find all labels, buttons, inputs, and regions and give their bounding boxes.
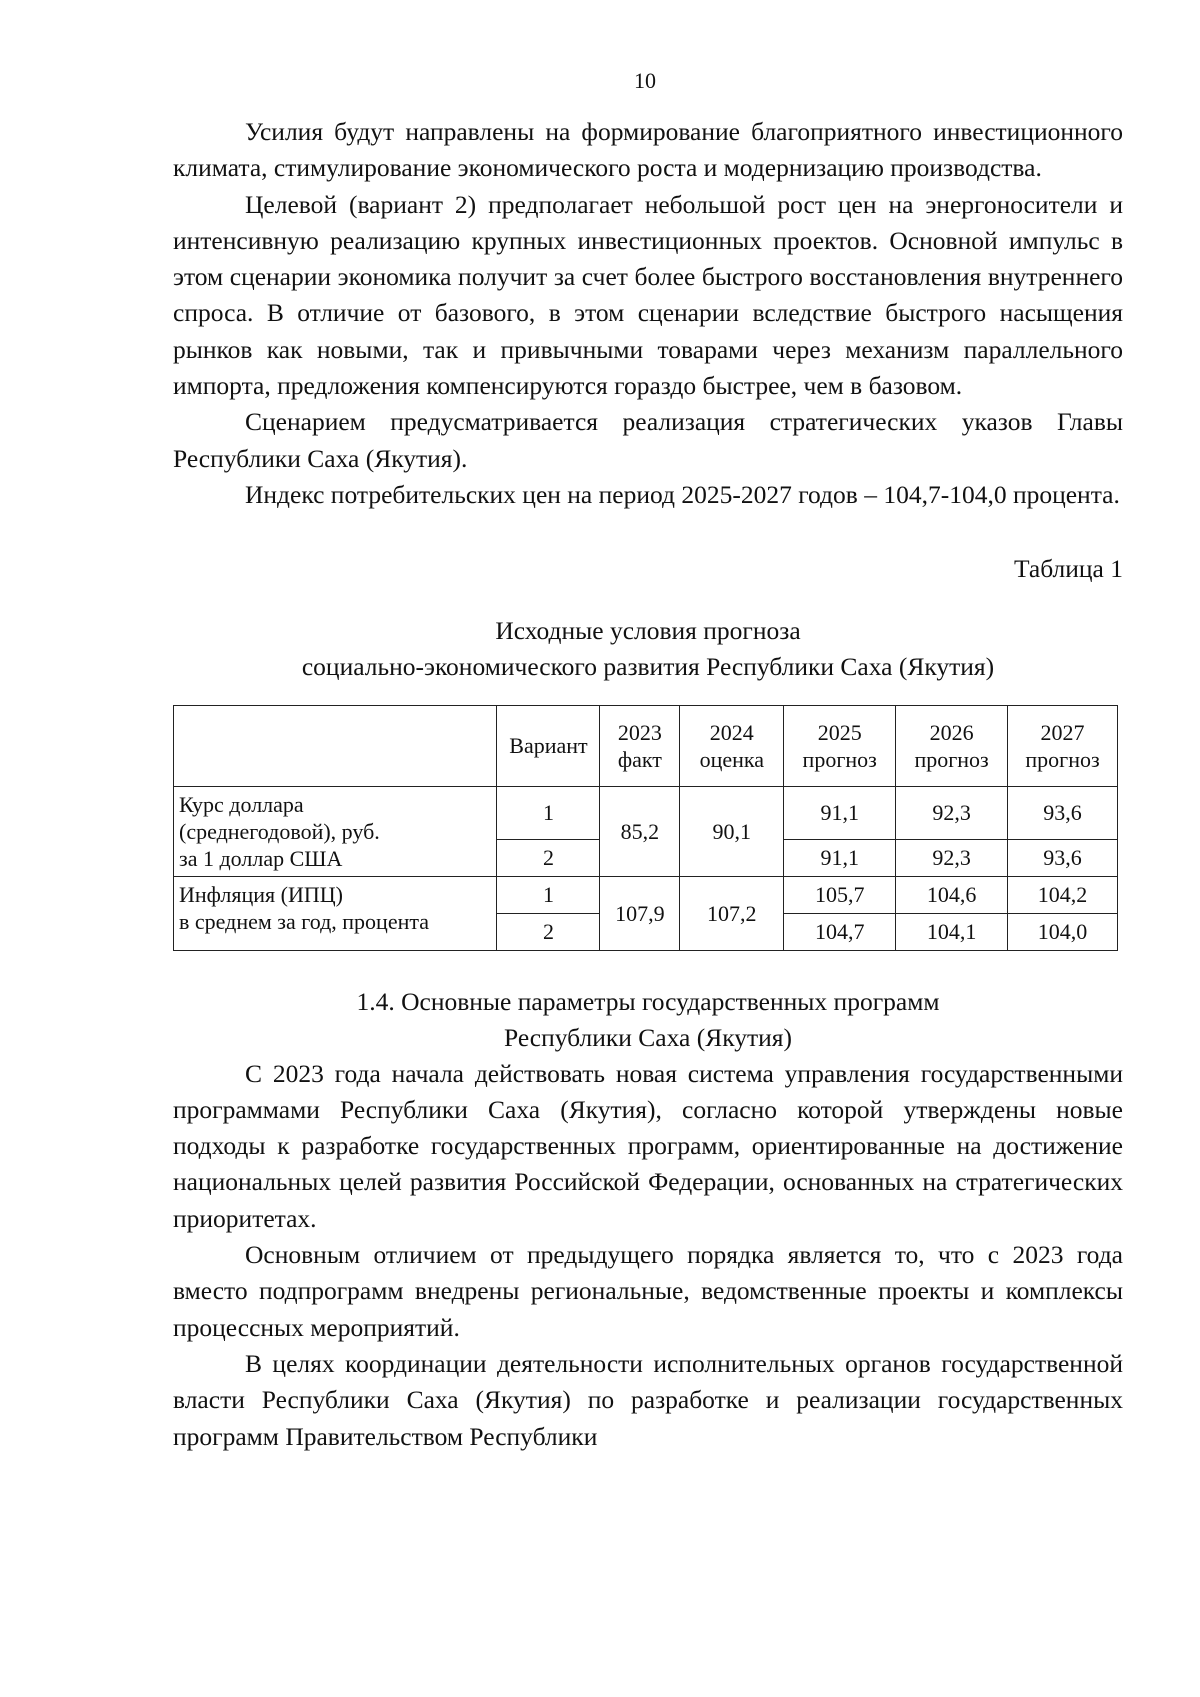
section-heading-line-1: 1.4. Основные параметры государственных программ — [356, 986, 940, 1016]
header-2023: 2023 факт — [600, 705, 680, 786]
cell-2025: 105,7 — [784, 876, 896, 913]
cell-2023: 107,9 — [600, 876, 680, 950]
table-label: Таблица 1 — [1013, 554, 1123, 584]
cell-variant: 1 — [497, 876, 600, 913]
row-label-usd-rate: Курс доллара (среднегодовой), руб. за 1 доллар США — [174, 786, 497, 876]
cell-2024: 90,1 — [680, 786, 784, 876]
section-heading-line-2: Республики Саха (Якутия) — [503, 1022, 793, 1052]
cell-2026: 104,1 — [896, 913, 1008, 950]
table-header-row — [174, 705, 1118, 786]
table-title-line-2: социально-экономического развития Республики Саха (Якутия) — [301, 651, 995, 681]
header-variant: Вариант — [497, 705, 600, 786]
cell-variant: 2 — [497, 839, 600, 876]
forecast-conditions-table — [173, 705, 1118, 951]
paragraph-new-system: С 2023 года начала действовать новая система управления государственными программами Республики Саха (Якутия), согласно которой утверждены новые подходы к разработке государственных программ, ориентированные на достижение национальных целей развития Российской Федерации, основанных на стратегических приоритетах. — [173, 1058, 1123, 1233]
table-title-line-1: Исходные условия прогноза — [495, 615, 801, 645]
cell-2026: 92,3 — [896, 786, 1008, 839]
cell-variant: 2 — [497, 913, 600, 950]
paragraph-efforts: Усилия будут направлены на формирование благоприятного инвестиционного климата, стимулирование экономического роста и модернизацию производства. — [173, 117, 1123, 183]
cell-2026: 104,6 — [896, 876, 1008, 913]
cell-2024: 107,2 — [680, 876, 784, 950]
paragraph-target-variant: Целевой (вариант 2) предполагает небольшой рост цен на энергоносители и интенсивную реализацию крупных инвестиционных проектов. Основной импульс в этом сценарии экономика получит за счет более быстрого восстановления внутреннего спроса. В отличие от базового, в этом сценарии вследствие быстрого насыщения рынков как новыми, так и привычными товарами через механизм параллельного импорта, предложения компенсируются гораздо быстрее, чем в базовом. — [173, 189, 1123, 401]
row-label-inflation: Инфляция (ИПЦ) в среднем за год, процента — [174, 876, 497, 950]
cell-2027: 104,2 — [1008, 876, 1118, 913]
table-title — [173, 613, 1123, 685]
cell-2027: 104,0 — [1008, 913, 1118, 950]
paragraph-main-difference: Основным отличием от предыдущего порядка является то, что с 2023 года вместо подпрограмм внедрены региональные, ведомственные проекты и комплексы процессных мероприятий. — [173, 1240, 1123, 1342]
table-row — [174, 876, 1118, 913]
paragraph-scenario-decrees: Сценарием предусматривается реализация стратегических указов Главы Республики Саха (Якутия). — [173, 407, 1123, 473]
header-2025: 2025 прогноз — [784, 705, 896, 786]
cell-2027: 93,6 — [1008, 786, 1118, 839]
cell-variant: 1 — [497, 786, 600, 839]
paragraph-cpi: Индекс потребительских цен на период 2025-2027 годов – 104,7-104,0 процента. — [245, 479, 1120, 509]
cell-2026: 92,3 — [896, 839, 1008, 876]
page-number: 10 — [634, 68, 656, 93]
cell-2025: 104,7 — [784, 913, 896, 950]
table-row — [174, 786, 1118, 839]
section-heading — [173, 984, 1123, 1056]
cell-2025: 91,1 — [784, 839, 896, 876]
cell-2027: 93,6 — [1008, 839, 1118, 876]
header-2027: 2027 прогноз — [1008, 705, 1118, 786]
header-2026: 2026 прогноз — [896, 705, 1008, 786]
paragraph-coordination: В целях координации деятельности исполнительных органов государственной власти Республики Саха (Якутия) по разработке и реализации государственных программ Правительством Республики — [173, 1348, 1123, 1451]
cell-2023: 85,2 — [600, 786, 680, 876]
header-2024: 2024 оценка — [680, 705, 784, 786]
header-empty-cell — [174, 705, 497, 786]
cell-2025: 91,1 — [784, 786, 896, 839]
document-body — [173, 114, 1123, 1455]
